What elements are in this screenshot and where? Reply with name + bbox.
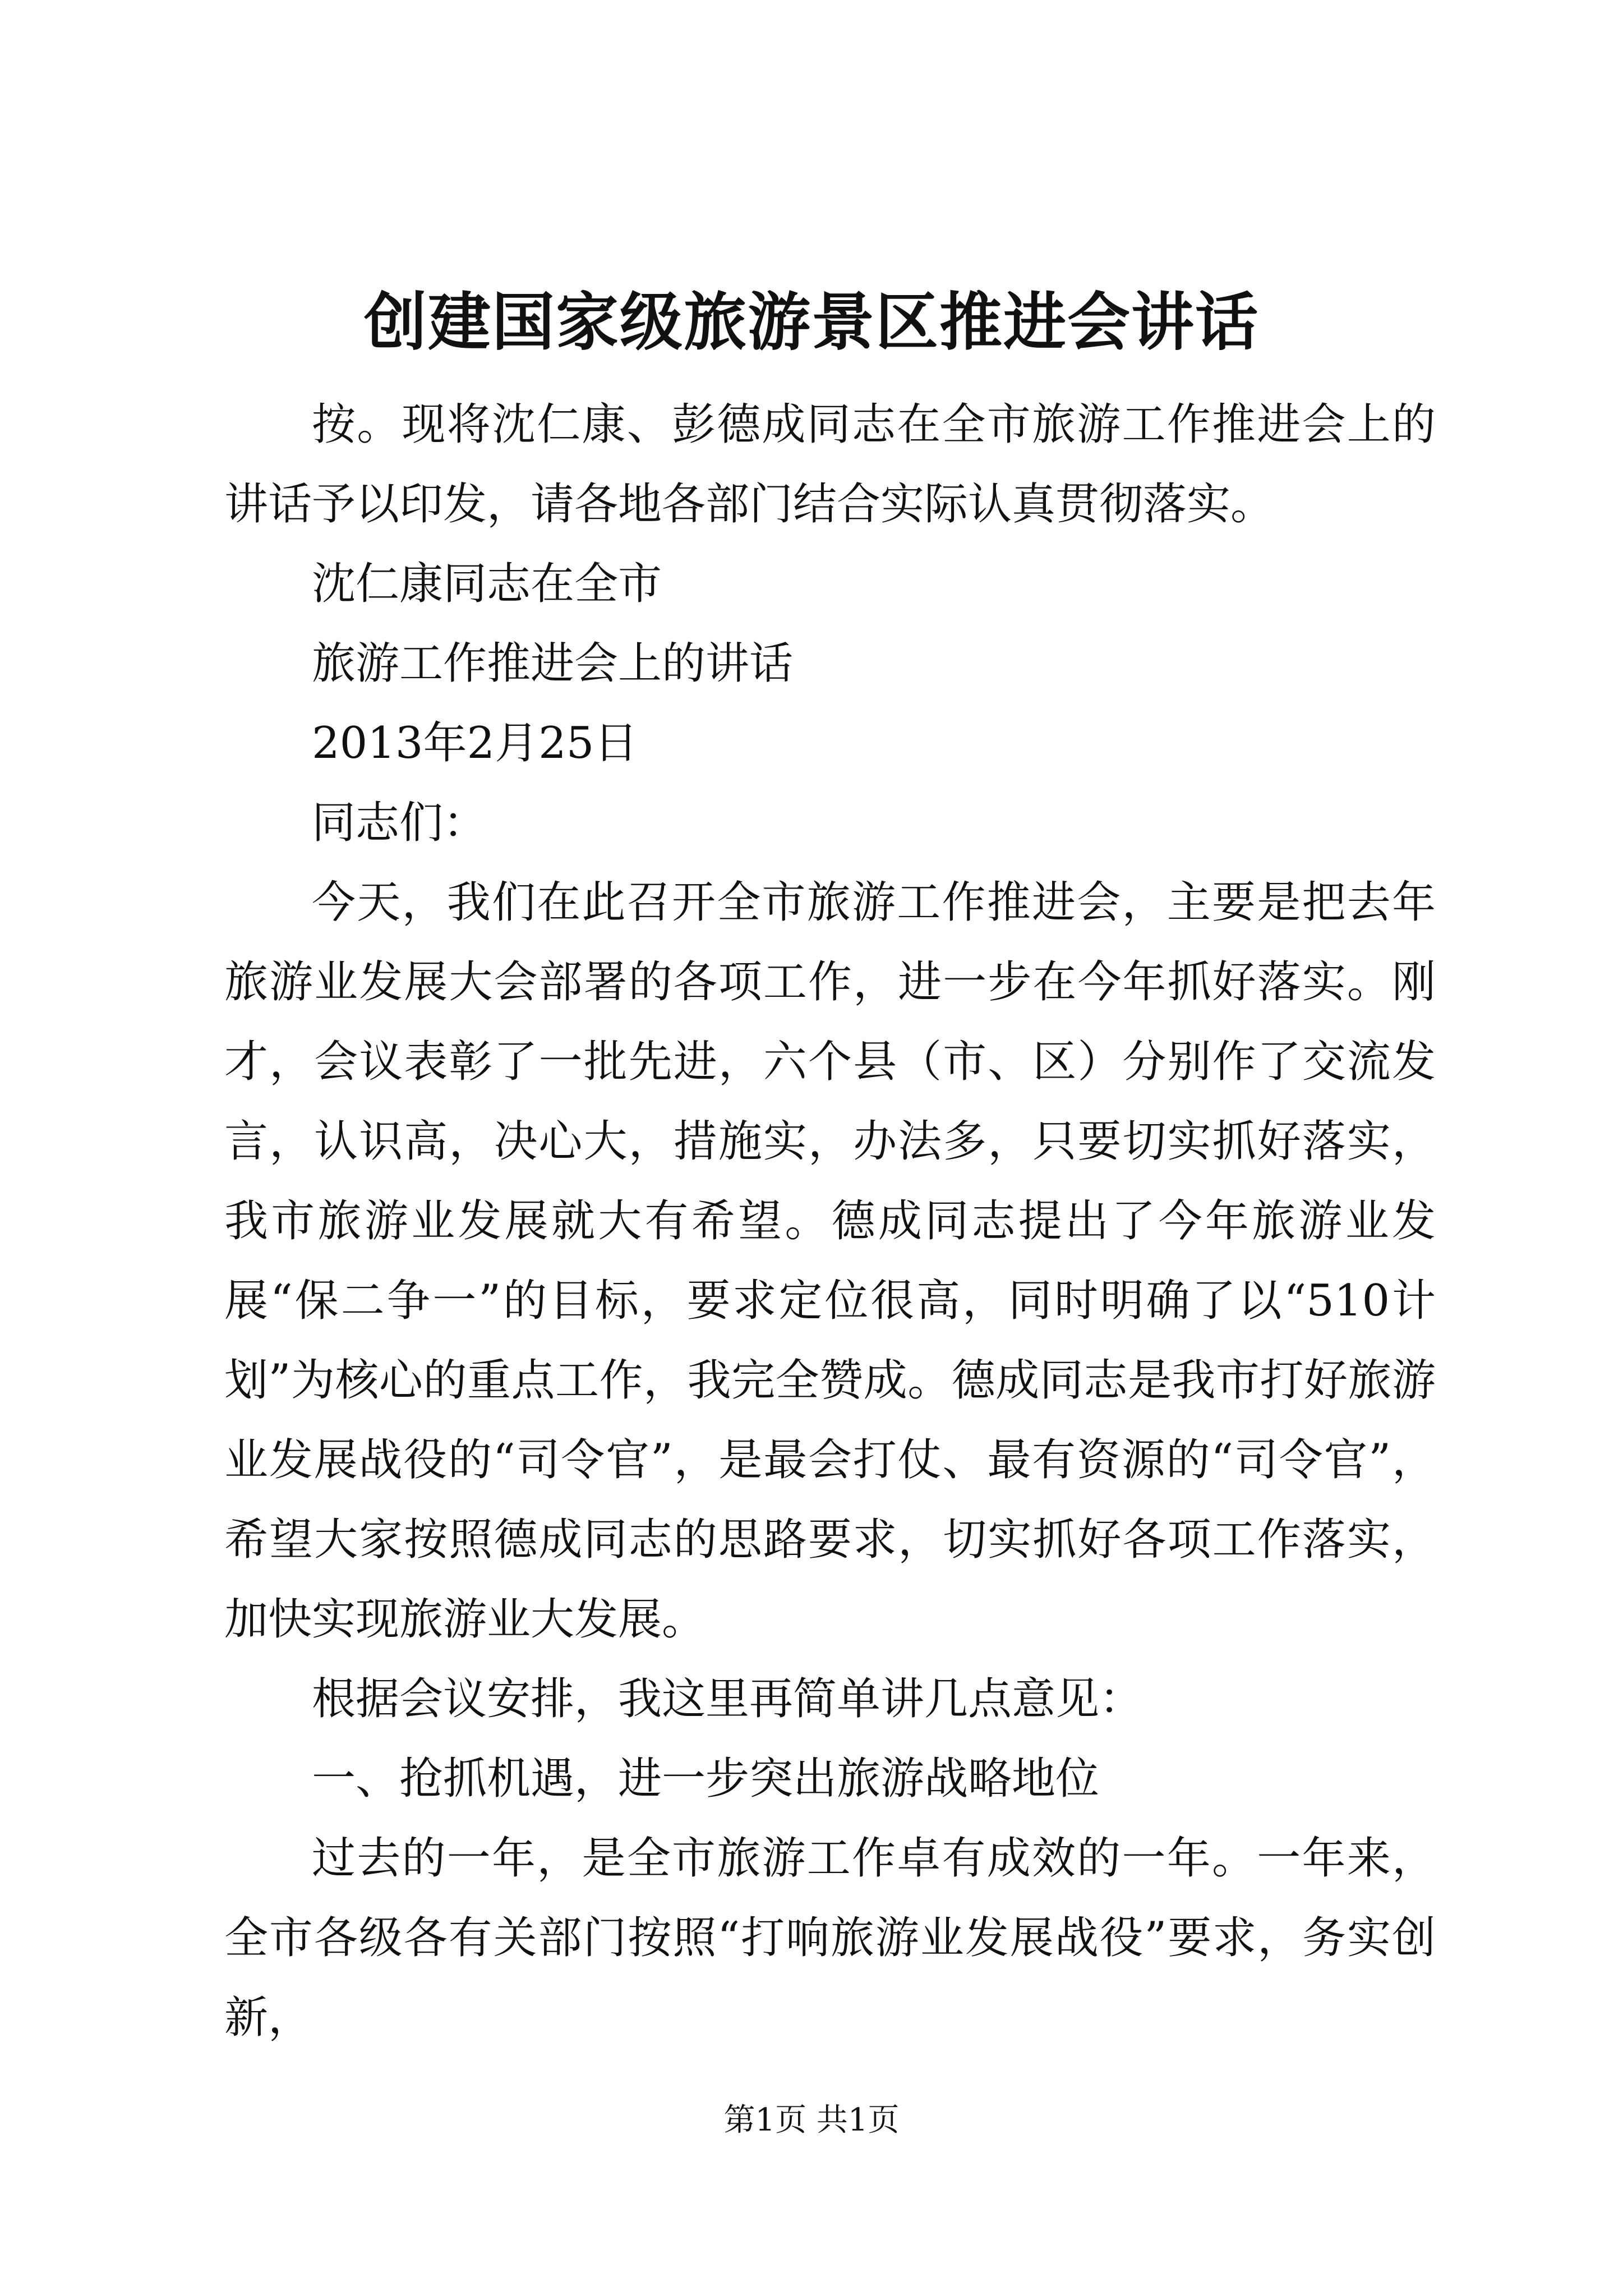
paragraph-notice: 按。现将沈仁康、彭德成同志在全市旅游工作推进会上的讲话予以印发，请各地各部门结合实际认真贯彻落实。: [224, 399, 1436, 530]
paragraph-date: 2013年2月25日: [312, 718, 638, 769]
paragraph-speaker-line2: 旅游工作推进会上的讲话: [312, 638, 794, 689]
paragraph-opening: 今天，我们在此召开全市旅游工作推进会，主要是把去年旅游业发展大会部署的各项工作，进一步在今年抓好落实。刚才，会议表彰了一批先进，六个县（市、区）分别作了交流发言，认识高，决心大，措施实，办法多，只要切实抓好落实，我市旅游业发展就大有希望。德成同志提出了今年旅游业发展“保二争一”的目标，要求定位很高，同时明确了以“510计划”为核心的重点工作，我完全赞成。德成同志是我市打好旅游业发展战役的“司令官”，是最会打仗、最有资源的“司令官”，希望大家按照德成同志的思路要求，切实抓好各项工作落实，加快实现旅游业大发展。: [224, 877, 1436, 1645]
paragraph-salutation: 同志们：: [312, 798, 487, 848]
section-heading-1: 一、抢抓机遇，进一步突出旅游战略地位: [312, 1754, 1100, 1804]
document-body: [224, 385, 1436, 2058]
paragraph-review: 过去的一年，是全市旅游工作卓有成效的一年。一年来，全市各级各有关部门按照“打响旅游业发展战役”要求，务实创新，: [224, 1833, 1436, 2043]
paragraph-agenda: 根据会议安排，我这里再简单讲几点意见：: [312, 1674, 1144, 1724]
page-footer: 第1页 共1页: [723, 2102, 900, 2138]
paragraph-speaker-line1: 沈仁康同志在全市: [312, 559, 662, 609]
document-title: 创建国家级旅游景区推进会讲话: [364, 286, 1259, 359]
